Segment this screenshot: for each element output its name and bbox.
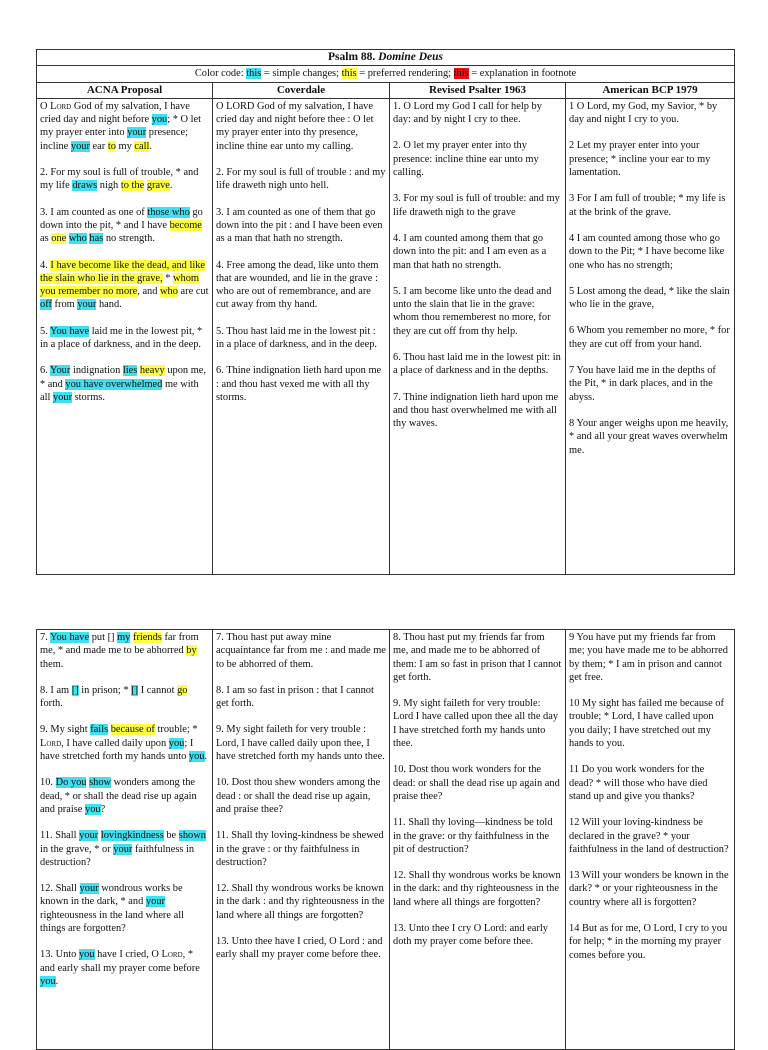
highlighted-word: you have overwhelmed	[65, 378, 163, 390]
verse-text	[40, 631, 209, 671]
verse-text: 3 For I am full of trouble; * my life is at the brink of the grave.	[569, 193, 726, 218]
verse-fragment: Lord	[161, 949, 183, 961]
highlighted-word: go	[177, 684, 188, 696]
verse-fragment: are cut	[177, 286, 209, 298]
verse-fragment: ear	[89, 140, 108, 152]
verse-fragment: be	[163, 830, 179, 842]
verse-fragment: , * and early shall my prayer come before	[40, 949, 200, 974]
highlighted-word: lovingkindness	[100, 830, 164, 842]
highlighted-word: lies	[122, 365, 138, 377]
highlighted-word: to	[107, 140, 116, 152]
highlighted-word: your	[127, 127, 147, 139]
highlighted-word: you	[151, 114, 168, 126]
verse-text: 6. Thine indignation lieth hard upon me : and thou hast vexed me with all thy storms.	[216, 365, 382, 403]
verse-text	[40, 882, 209, 935]
highlighted-word: your	[70, 140, 90, 152]
verse-fragment: Lord	[50, 100, 72, 112]
verse-text: 4. I am counted among them that go down into the pit: and I am even as a man that hath no strength.	[393, 232, 547, 271]
verse-text: 5. Thou hast laid me in the lowest pit : in a place of darkness, and in the deep.	[216, 325, 377, 351]
verse-fragment: upon me, * and	[40, 365, 207, 390]
verse-fragment: 11. Shall	[40, 830, 80, 842]
verse-text: 1. O Lord my God I call for help by day: and by night I cry to thee.	[393, 100, 542, 126]
highlighted-word: whom you remember no more	[40, 272, 200, 298]
verse-text	[40, 829, 209, 869]
legend-preferred-text: = preferred rendering;	[359, 68, 452, 80]
verse-text: 4. Free among the dead, like unto them that are wounded, and lie in the grave : who are out of remembrance, and are cut away from thy hand.	[216, 259, 379, 311]
verse-fragment: 7.	[40, 632, 51, 643]
verse-text	[40, 206, 209, 246]
verse-fragment: God of my salvation, I have cried day and night before	[40, 100, 190, 126]
highlighted-word: Your	[50, 365, 71, 377]
revised-psalter-column	[390, 98, 566, 574]
verse-fragment: indignation	[70, 365, 123, 377]
verse-text: 13. Unto thee I cry O Lord: and early doth my prayer come before thee.	[393, 923, 548, 948]
verse-text: 9. My sight faileth for very trouble : Lord, I have called daily upon thee, I have stretched forth my hands unto thee.	[216, 724, 385, 763]
verse-fragment: far from me, * and made me to be abhorred	[40, 632, 199, 657]
title-row	[37, 50, 735, 66]
verse-text: 3. I am counted as one of them that go down into the pit : and I have been even as a man that hath no strength.	[216, 206, 383, 245]
verse-fragment: O	[40, 100, 51, 112]
verse-text: 14 But as for me, O Lord, I cry to you for help; * in the morning my prayer comes before you.	[569, 923, 728, 961]
verse-fragment: ; I have stretched forth my hands unto	[40, 737, 194, 763]
verse-text: 7 You have laid me in the depths of the Pit, * in dark places, and in the abyss.	[569, 365, 716, 403]
verse-fragment: Lord	[40, 737, 62, 749]
coverdale-column	[213, 630, 390, 1050]
verse-text: O LORD God of my salvation, I have cried day and night before thee : O let my prayer enter into thy presence, incline thine ear unto my calling.	[216, 100, 374, 152]
verse-text	[40, 948, 209, 988]
verse-fragment: wondrous works be known in the dark, * and	[40, 883, 183, 908]
legend-footnote-swatch: this	[453, 68, 469, 80]
verse-text: 8 Your anger weighs upon me heavily, * and all your great waves overwhelm me.	[569, 417, 729, 456]
highlighted-word: you	[168, 737, 185, 749]
verse-text: 13 Will your wonders be known in the dark? * or your righteousness in the country where all is forgotten?	[569, 870, 729, 908]
verse-fragment: forth.	[40, 698, 63, 710]
verse-text: 13. Unto thee have I cried, O Lord : and early shall my prayer come before thee.	[216, 936, 383, 961]
column-header-revised-psalter: Revised Psalter 1963	[390, 82, 566, 98]
column-header-acna: ACNA Proposal	[37, 82, 213, 98]
highlighted-word: heavy	[139, 365, 165, 377]
highlighted-word: one	[51, 233, 67, 245]
highlighted-word: become	[169, 219, 202, 231]
bcp-1979-column	[566, 98, 735, 574]
verse-text: 11. Shall thy loving—kindness be told in the grave: or thy faithfulness in the pit of destruction?	[393, 817, 553, 855]
verse-text: 9 You have put my friends far from me; you have made me to be abhorred by them; * I am in prison and cannot get free.	[569, 632, 728, 683]
verse-text	[40, 364, 209, 404]
verse-fragment: .	[204, 751, 208, 763]
verse-fragment: trouble; *	[154, 724, 198, 736]
verse-fragment: as	[40, 233, 52, 245]
verse-text: 7. Thou hast put away mine acquaintance far from me : and made me to be abhorred of them.	[216, 632, 386, 670]
verse-text: 8. Thou hast put my friends far from me, and made me to be abhorred of them: I am so fast in prison that I cannot get forth.	[393, 632, 562, 683]
legend-simple-text: = simple changes;	[263, 68, 339, 80]
verse-text: 2 Let my prayer enter into your presence; * incline your ear to my lamentation.	[569, 140, 711, 179]
acna-column	[37, 630, 213, 1050]
highlighted-word: You have	[50, 632, 90, 643]
verse-fragment: *	[162, 272, 174, 284]
highlighted-word: show	[89, 777, 112, 789]
highlighted-word: draws	[72, 180, 98, 192]
verse-fragment: 3. I am counted as one of	[40, 206, 148, 218]
psalm-table-part-1	[36, 49, 735, 575]
verse-fragment: 10.	[40, 777, 56, 789]
verse-text	[40, 166, 209, 193]
verse-fragment: nigh	[97, 180, 121, 192]
legend-footnote-text: = explanation in footnote	[471, 68, 577, 80]
highlighted-word: friends	[132, 632, 162, 643]
highlighted-word: grave	[146, 180, 170, 192]
verse-fragment: from	[51, 299, 78, 311]
verse-fragment: , I have called daily upon	[61, 737, 169, 749]
verse-text	[40, 776, 209, 816]
highlighted-word: call	[134, 140, 150, 152]
verse-fragment: 5.	[40, 325, 51, 337]
verse-text	[40, 325, 209, 352]
highlighted-word: your	[52, 391, 73, 403]
verse-text: 8. I am so fast in prison : that I cannot get forth.	[216, 684, 374, 710]
highlighted-word: []	[131, 684, 139, 696]
highlighted-word: to the	[120, 180, 145, 192]
highlighted-word: those who	[147, 206, 190, 218]
verse-fragment: my	[115, 140, 135, 152]
verse-text	[40, 100, 209, 153]
highlighted-word: your	[113, 843, 133, 855]
verse-text: 5 Lost among the dead, * like the slain who lie in the grave,	[569, 285, 730, 311]
highlighted-word: you	[188, 751, 205, 763]
verse-fragment: ?	[100, 803, 106, 815]
verse-text: 9. My sight faileth for very trouble: Lord I have called upon thee all the day I have stretched forth my hands unto thee.	[393, 698, 559, 750]
verse-text: 7. Thine indignation lieth hard upon me and thou hast overwhelmed me with all thy waves.	[393, 391, 559, 430]
highlighted-word: fails	[90, 724, 109, 736]
psalm-title	[37, 50, 735, 66]
verse-fragment: 13. Unto	[40, 949, 79, 961]
verse-fragment: 8. I am	[40, 684, 72, 696]
revised-psalter-column	[390, 630, 566, 1050]
highlighted-word: you	[40, 975, 56, 987]
verse-fragment: faithfulness in destruction?	[40, 843, 195, 868]
highlighted-word: because of	[110, 724, 155, 736]
highlighted-word: your	[145, 896, 165, 908]
verse-fragment: .	[55, 975, 59, 987]
column-header-row	[37, 82, 735, 98]
verse-fragment: 9. My sight	[40, 724, 91, 736]
verse-text	[40, 259, 209, 312]
verse-text: 5. I am become like unto the dead and unto the slain that lie in the grave: whom thou rememberest no more, for they are cut off from thy help.	[393, 285, 552, 337]
highlighted-word: off	[40, 299, 52, 311]
verse-text: 11 Do you work wonders for the dead? * will those who have died stand up and give you thanks?	[569, 764, 708, 802]
verse-fragment: hand.	[96, 299, 122, 311]
verses-row	[37, 630, 735, 1050]
verses-row	[37, 98, 735, 574]
verse-fragment: them.	[40, 658, 64, 670]
verse-fragment: 4.	[40, 259, 51, 271]
verse-fragment: in prison; *	[78, 684, 132, 696]
verse-fragment: laid me in the lowest pit, * in a place of darkness, and in the deep.	[40, 325, 203, 351]
verse-fragment: in the grave, * or	[40, 843, 114, 855]
verse-text: 10. Dost thou shew wonders among the dead : or shall the dead rise up again, and praise thee?	[216, 777, 381, 815]
coverdale-column	[213, 98, 390, 574]
verse-text: 10 My sight has failed me because of trouble; * Lord, I have called upon you daily; I have stretched out my hands to you.	[569, 698, 724, 750]
highlighted-word: Do you	[55, 777, 87, 789]
bcp-1979-column	[566, 630, 735, 1050]
verse-text: 12 Will your loving-kindness be declared in the grave? * your faithfulness in the land of destruction?	[569, 817, 729, 855]
verse-fragment: righteousness in the land where all things are forgotten?	[40, 909, 184, 935]
verse-text: 10. Dost thou work wonders for the dead: or shall the dead rise up again and praise thee?	[393, 764, 560, 802]
legend-prefix: Color code:	[194, 68, 244, 80]
highlighted-word: your	[77, 299, 97, 311]
psalm-number: Psalm 88.	[328, 51, 376, 63]
verse-text: 3. For my soul is full of trouble: and my life draweth nigh to the grave	[393, 193, 560, 218]
highlighted-word: has	[89, 233, 104, 245]
highlighted-word: my	[117, 632, 131, 643]
verse-text: 6. Thou hast laid me in the lowest pit: in a place of darkness and in the depths.	[393, 352, 561, 377]
highlighted-word: your	[79, 830, 99, 842]
verse-text: 1 O Lord, my God, my Savior, * by day and night I cry to you.	[569, 100, 718, 126]
verse-fragment: 6.	[40, 365, 51, 377]
verse-text	[40, 723, 209, 763]
column-header-bcp-1979: American BCP 1979	[566, 82, 735, 98]
highlighted-word: you	[85, 803, 101, 815]
highlighted-word: you	[78, 949, 95, 961]
highlighted-word: You have	[50, 325, 90, 337]
verse-fragment: I cannot	[138, 684, 178, 696]
verse-fragment: no strength.	[103, 233, 155, 245]
legend-preferred-swatch: this	[341, 68, 357, 80]
acna-column	[37, 98, 213, 574]
verse-text: 12. Shall thy wondrous works be known in the dark: and thy righteousness in the land where all things are forgotten?	[393, 870, 561, 908]
psalm-table-part-2	[36, 629, 735, 1050]
highlighted-word: []	[71, 684, 79, 696]
highlighted-word: who	[68, 233, 87, 245]
color-legend	[37, 66, 735, 82]
verse-text: 12. Shall thy wondrous works be known in the dark : and thy righteousness in the land where all things are forgotten?	[216, 883, 385, 921]
verse-fragment: 12. Shall	[40, 883, 80, 895]
verse-fragment: presence; incline	[40, 127, 189, 152]
verse-text: 6 Whom you remember no more, * for they are cut off from your hand.	[569, 325, 730, 350]
verse-fragment: .	[149, 140, 152, 152]
verse-fragment: 2. For my soul is full of trouble, * and my life	[40, 167, 199, 192]
legend-simple-swatch: this	[246, 68, 262, 80]
verse-fragment: , and	[137, 286, 161, 298]
highlighted-word: shown	[178, 830, 206, 842]
legend-row	[37, 66, 735, 82]
verse-fragment: wonders among the dead, * or shall the dead rise up again and praise	[40, 777, 197, 815]
verse-fragment: storms.	[72, 391, 105, 403]
highlighted-word: your	[79, 883, 99, 895]
highlighted-word: who	[160, 286, 178, 298]
highlighted-word: by	[186, 645, 197, 657]
verse-fragment: put []	[89, 632, 118, 643]
psalm-latin-title: Domine Deus	[378, 51, 444, 63]
verse-fragment: ; * O let my prayer enter into	[40, 114, 202, 139]
highlighted-word: I have become like the dead, and like the slain who lie in the grave,	[40, 259, 206, 284]
verse-text: 2. For my soul is full of trouble : and my life draweth nigh unto hell.	[216, 167, 386, 192]
verse-fragment: me with all	[40, 378, 199, 403]
verse-text: 2. O let my prayer enter into thy presence: incline thine ear unto my calling.	[393, 140, 539, 179]
verse-text: 11. Shall thy loving-kindness be shewed in the grave : or thy faithfulness in destruction?	[216, 830, 384, 868]
verse-text: 4 I am counted among those who go down to the Pit; * I have become like one who has no strength;	[569, 232, 725, 271]
column-header-coverdale: Coverdale	[213, 82, 390, 98]
verse-fragment: .	[169, 180, 173, 192]
verse-text	[40, 684, 209, 711]
verse-fragment: have I cried, O	[94, 949, 162, 961]
verse-fragment: go down into the pit, * and I have	[40, 206, 203, 231]
